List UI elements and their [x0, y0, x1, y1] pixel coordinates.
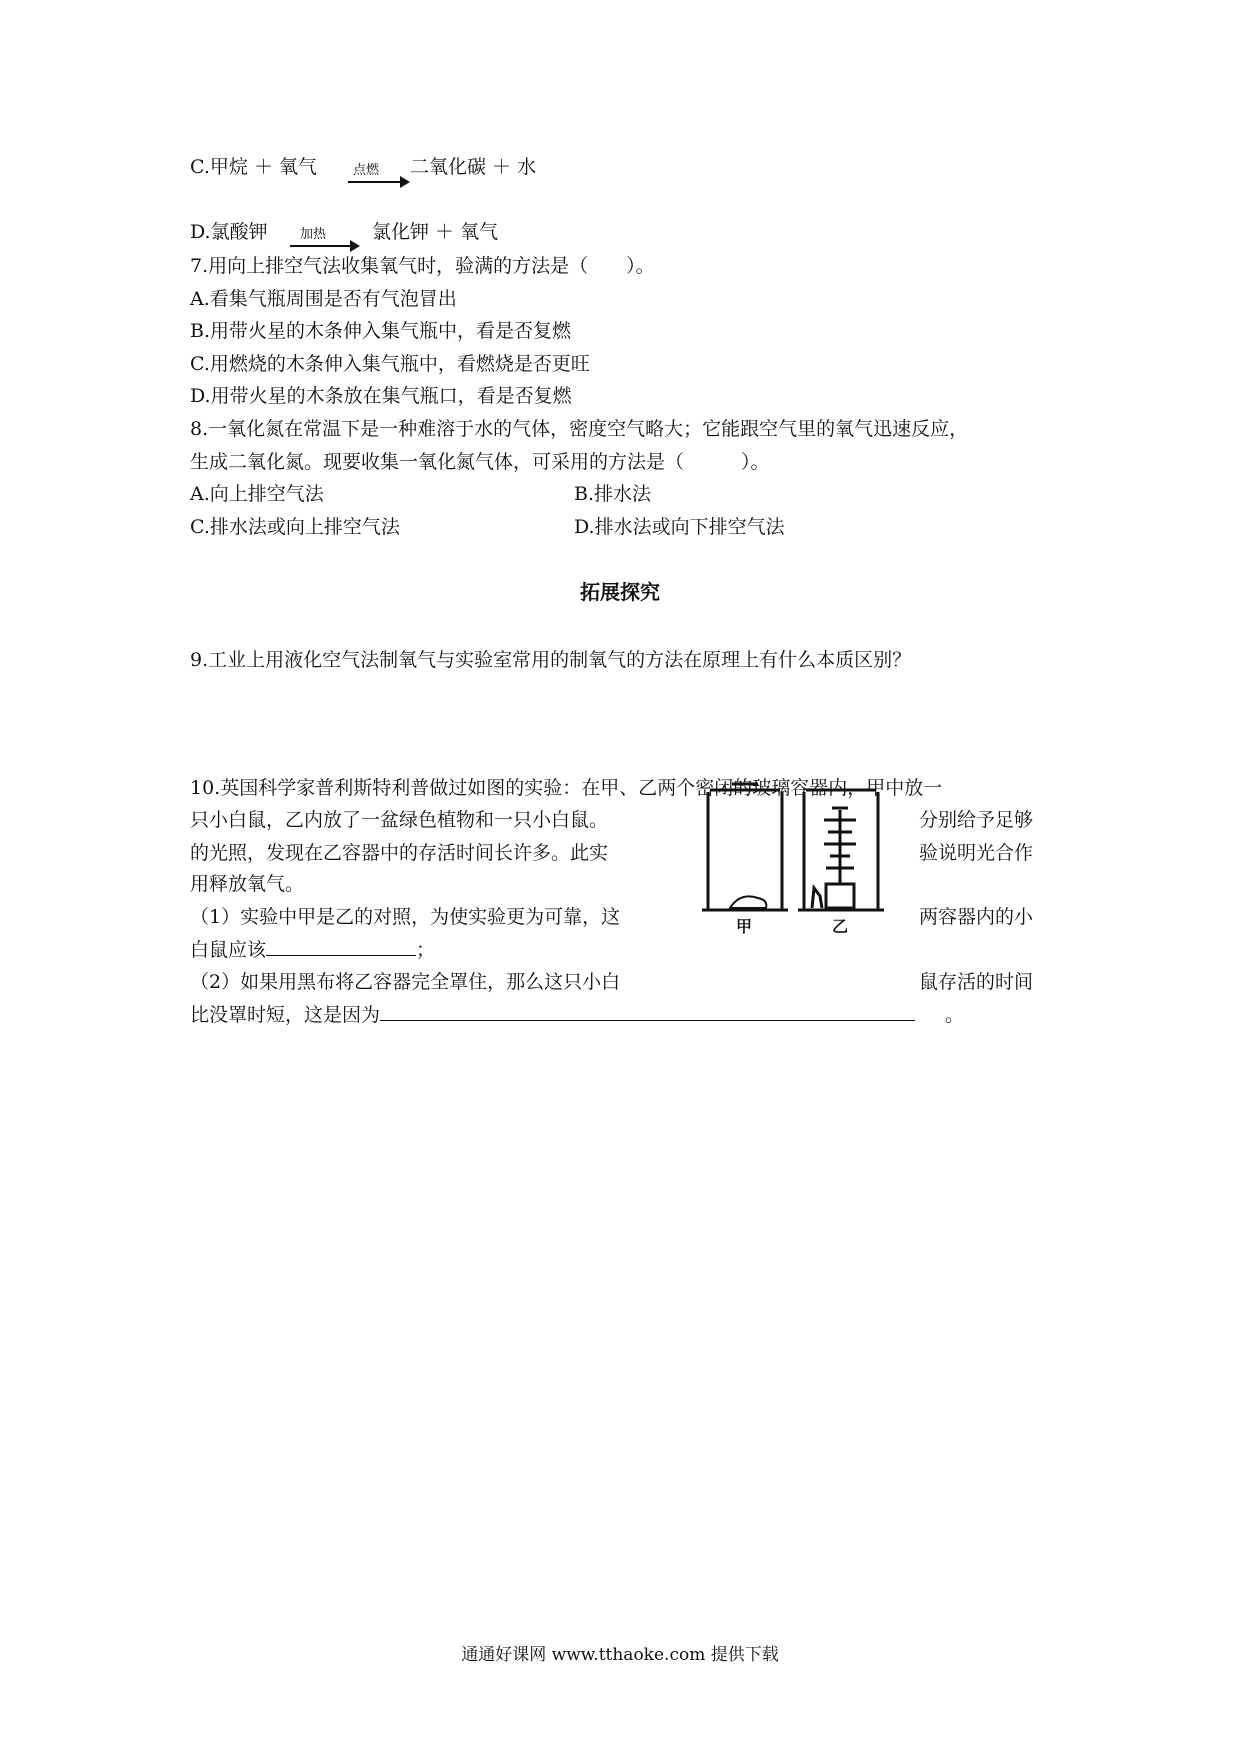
- q10-sub1-blank[interactable]: [266, 935, 416, 956]
- q10-sub1-end: ；: [416, 939, 436, 961]
- section-title: 拓展探究: [580, 580, 660, 604]
- q6-c-prefix: C.甲烷 ＋ 氧气: [190, 156, 317, 178]
- q6-c-condition: 点燃: [353, 163, 380, 178]
- q10-line2-right: 分别给予足够: [919, 809, 1034, 831]
- q10-line1: 10.英国科学家普利斯特利普做过如图的实验：在甲、乙两个密闭的玻璃容器内，甲中放一: [190, 777, 943, 799]
- page-footer: 通通好课网 www.tthaoke.com 提供下载: [461, 1645, 779, 1665]
- q8-stem-line2: 生成二氧化氮。现要收集一氧化氮气体，可采用的方法是（ ）。: [190, 451, 770, 473]
- q6-c-arrow: [348, 181, 408, 183]
- mouse-jia: [730, 896, 766, 908]
- jar-yi: [798, 790, 884, 910]
- plant-pot: [826, 884, 854, 908]
- q10-sub1-answer-line: [190, 935, 435, 964]
- q8-option-b: B.排水法: [574, 483, 652, 505]
- q8-option-d: D.排水法或向下排空气法: [574, 516, 785, 538]
- q10-sub2-right: 鼠存活的时间: [919, 971, 1034, 993]
- q8-option-c: C.排水法或向上排空气法: [190, 516, 400, 538]
- q10-sub2-blank[interactable]: [380, 1000, 915, 1021]
- q8-stem-line1: 8.一氧化氮在常温下是一种难溶于水的气体，密度空气略大；它能跟空气里的氧气迅速反应，: [190, 418, 969, 440]
- figure-label-yi: 乙: [832, 917, 849, 936]
- q10-sub1-prefix: 白鼠应该: [190, 939, 267, 961]
- plant-yi: [824, 808, 856, 885]
- experiment-figure: [700, 780, 900, 940]
- q6-d-condition: 加热: [300, 227, 327, 242]
- q9-stem: 9.工业上用液化空气法制氧气与实验室常用的制氧气的方法在原理上有什么本质区别？: [190, 649, 912, 671]
- q10-sub2-answer-line: [190, 1000, 964, 1029]
- q7-option-b: B.用带火星的木条伸入集气瓶中，看是否复燃: [190, 320, 572, 342]
- q10-sub1-left: （1）实验中甲是乙的对照，为使实验更为可靠，这: [190, 906, 621, 928]
- q10-line3-left: 的光照，发现在乙容器中的存活时间长许多。此实: [190, 842, 609, 864]
- jar-jia: [702, 784, 788, 910]
- q7-stem: 7.用向上排空气法收集氧气时，验满的方法是（ ）。: [190, 255, 655, 277]
- mouse-yi: [812, 888, 822, 908]
- q10-sub1-right: 两容器内的小: [919, 906, 1034, 928]
- q6-c-suffix: 二氧化碳 ＋ 水: [410, 156, 537, 178]
- q10-sub2-left: （2）如果用黑布将乙容器完全罩住，那么这只小白: [190, 971, 621, 993]
- q10-sub2-prefix: 比没罩时短，这是因为: [190, 1004, 381, 1026]
- q8-option-a: A.向上排空气法: [190, 483, 324, 505]
- q10-line2-left: 只小白鼠，乙内放了一盆绿色植物和一只小白鼠。: [190, 809, 609, 831]
- q10-line4: 用释放氧气。: [190, 873, 305, 895]
- q6-d-suffix: 氯化钾 ＋ 氧气: [372, 221, 499, 243]
- q7-option-d: D.用带火星的木条放在集气瓶口，看是否复燃: [190, 385, 572, 407]
- q7-option-c: C.用燃烧的木条伸入集气瓶中，看燃烧是否更旺: [190, 353, 590, 375]
- q10-line3-right: 验说明光合作: [919, 842, 1034, 864]
- q10-sub2-end: 。: [945, 1004, 965, 1026]
- q6-d-arrow: [290, 245, 358, 247]
- jars-illustration: [700, 780, 900, 940]
- q7-option-a: A.看集气瓶周围是否有气泡冒出: [190, 288, 457, 310]
- q6-d-prefix: D.氯酸钾: [190, 221, 268, 243]
- figure-label-jia: 甲: [736, 917, 753, 936]
